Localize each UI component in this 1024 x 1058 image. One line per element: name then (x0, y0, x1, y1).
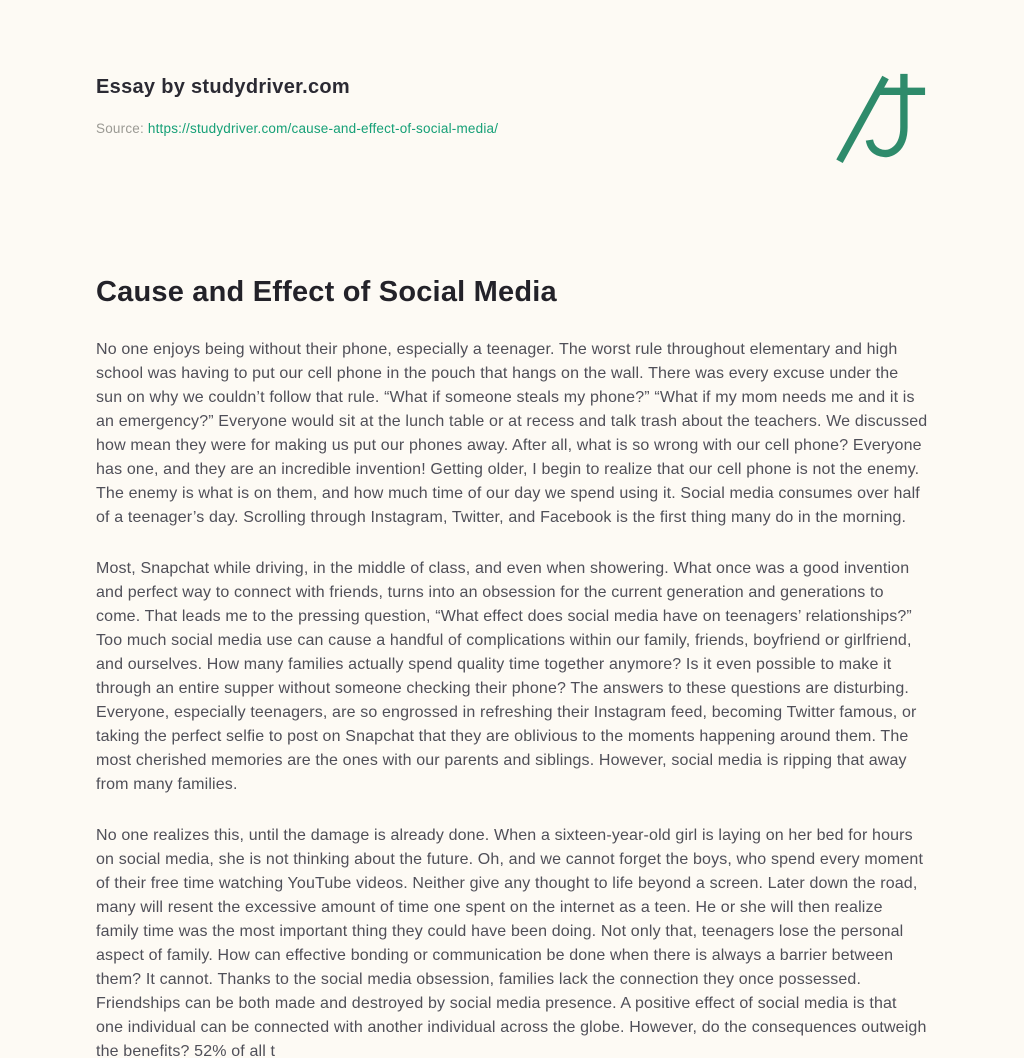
source-link[interactable]: https://studydriver.com/cause-and-effect-of-social-media/ (147, 121, 499, 136)
essay-paragraph-2: Most, Snapchat while driving, in the middle of class, and even when showering. What once was a good invention and perfect way to connect with friends, turns into an obsession for the current generation and generations to come. That leads me to the pressing question, “What effect does social media have on teenagers’ relationships?” Too much social media use can cause a handful of complications within our family, friends, boyfriend or girlfriend, and ourselves. How many families actually spend quality time together anymore? Is it even possible to make it through an entire supper without someone checking their phone? The answers to these questions are disturbing. Everyone, especially teenagers, are so engrossed in refreshing their Instagram feed, becoming Twitter famous, or taking the perfect selfie to post on Snapchat that they are oblivious to the moments happening around them. The most cherished memories are the ones with our parents and siblings. However, social media is ripping that away from many families. (96, 560, 917, 793)
source-line (96, 121, 498, 136)
source-label: Source: (96, 121, 144, 136)
page-header (96, 0, 928, 164)
essay-body (96, 276, 928, 1058)
header-text-block (96, 76, 498, 136)
essay-paragraph-3: No one realizes this, until the damage is already done. When a sixteen-year-old girl is laying on her bed for hours on social media, she is not thinking about the future. Oh, and we cannot forget the boys, who spend every moment of their free time watching YouTube videos. Neither give any thought to life beyond a screen. Later down the road, many will resent the excessive amount of time one spent on the internet as a teen. He or she will then realize family time was the most important thing they could have been doing. Not only that, teenagers lose the personal aspect of family. How can effective bonding or communication be done when there is always a barrier between them? It cannot. Thanks to the social media obsession, families lack the connection they once possessed. Friendships can be both made and destroyed by social media presence. A positive effect of social media is that one individual can be connected with another individual across the globe. However, do the consequences outweigh the benefits? 52% of all t (96, 827, 927, 1058)
site-title: Essay by studydriver.com (96, 76, 350, 98)
essay-title: Cause and Effect of Social Media (96, 276, 557, 308)
studydriver-logo-icon (832, 72, 928, 164)
essay-paragraph-1: No one enjoys being without their phone, especially a teenager. The worst rule throughout elementary and high school was having to put our cell phone in the pouch that hangs on the wall. There was every excuse under the sun on why we couldn’t follow that rule. “What if someone steals my phone?” “What if my mom needs me and it is an emergency?” Everyone would sit at the lunch table or at recess and talk trash about the teachers. We discussed how mean they were for making us put our phones away. After all, what is so wrong with our cell phone? Everyone has one, and they are an incredible invention! Getting older, I begin to realize that our cell phone is not the enemy. The enemy is what is on them, and how much time of our day we spend using it. Social media consumes over half of a teenager’s day. Scrolling through Instagram, Twitter, and Facebook is the first thing many do in the morning. (96, 341, 928, 526)
